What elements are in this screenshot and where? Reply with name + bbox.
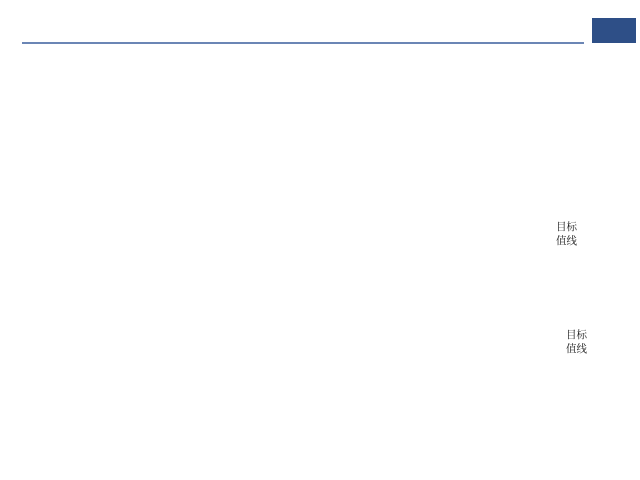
label-target-bottom-1: 目标	[566, 329, 587, 341]
label-target-bottom-2: 值线	[566, 343, 587, 355]
label-target-top-2: 值线	[556, 235, 577, 247]
label-target-top-1: 目标	[556, 221, 577, 233]
